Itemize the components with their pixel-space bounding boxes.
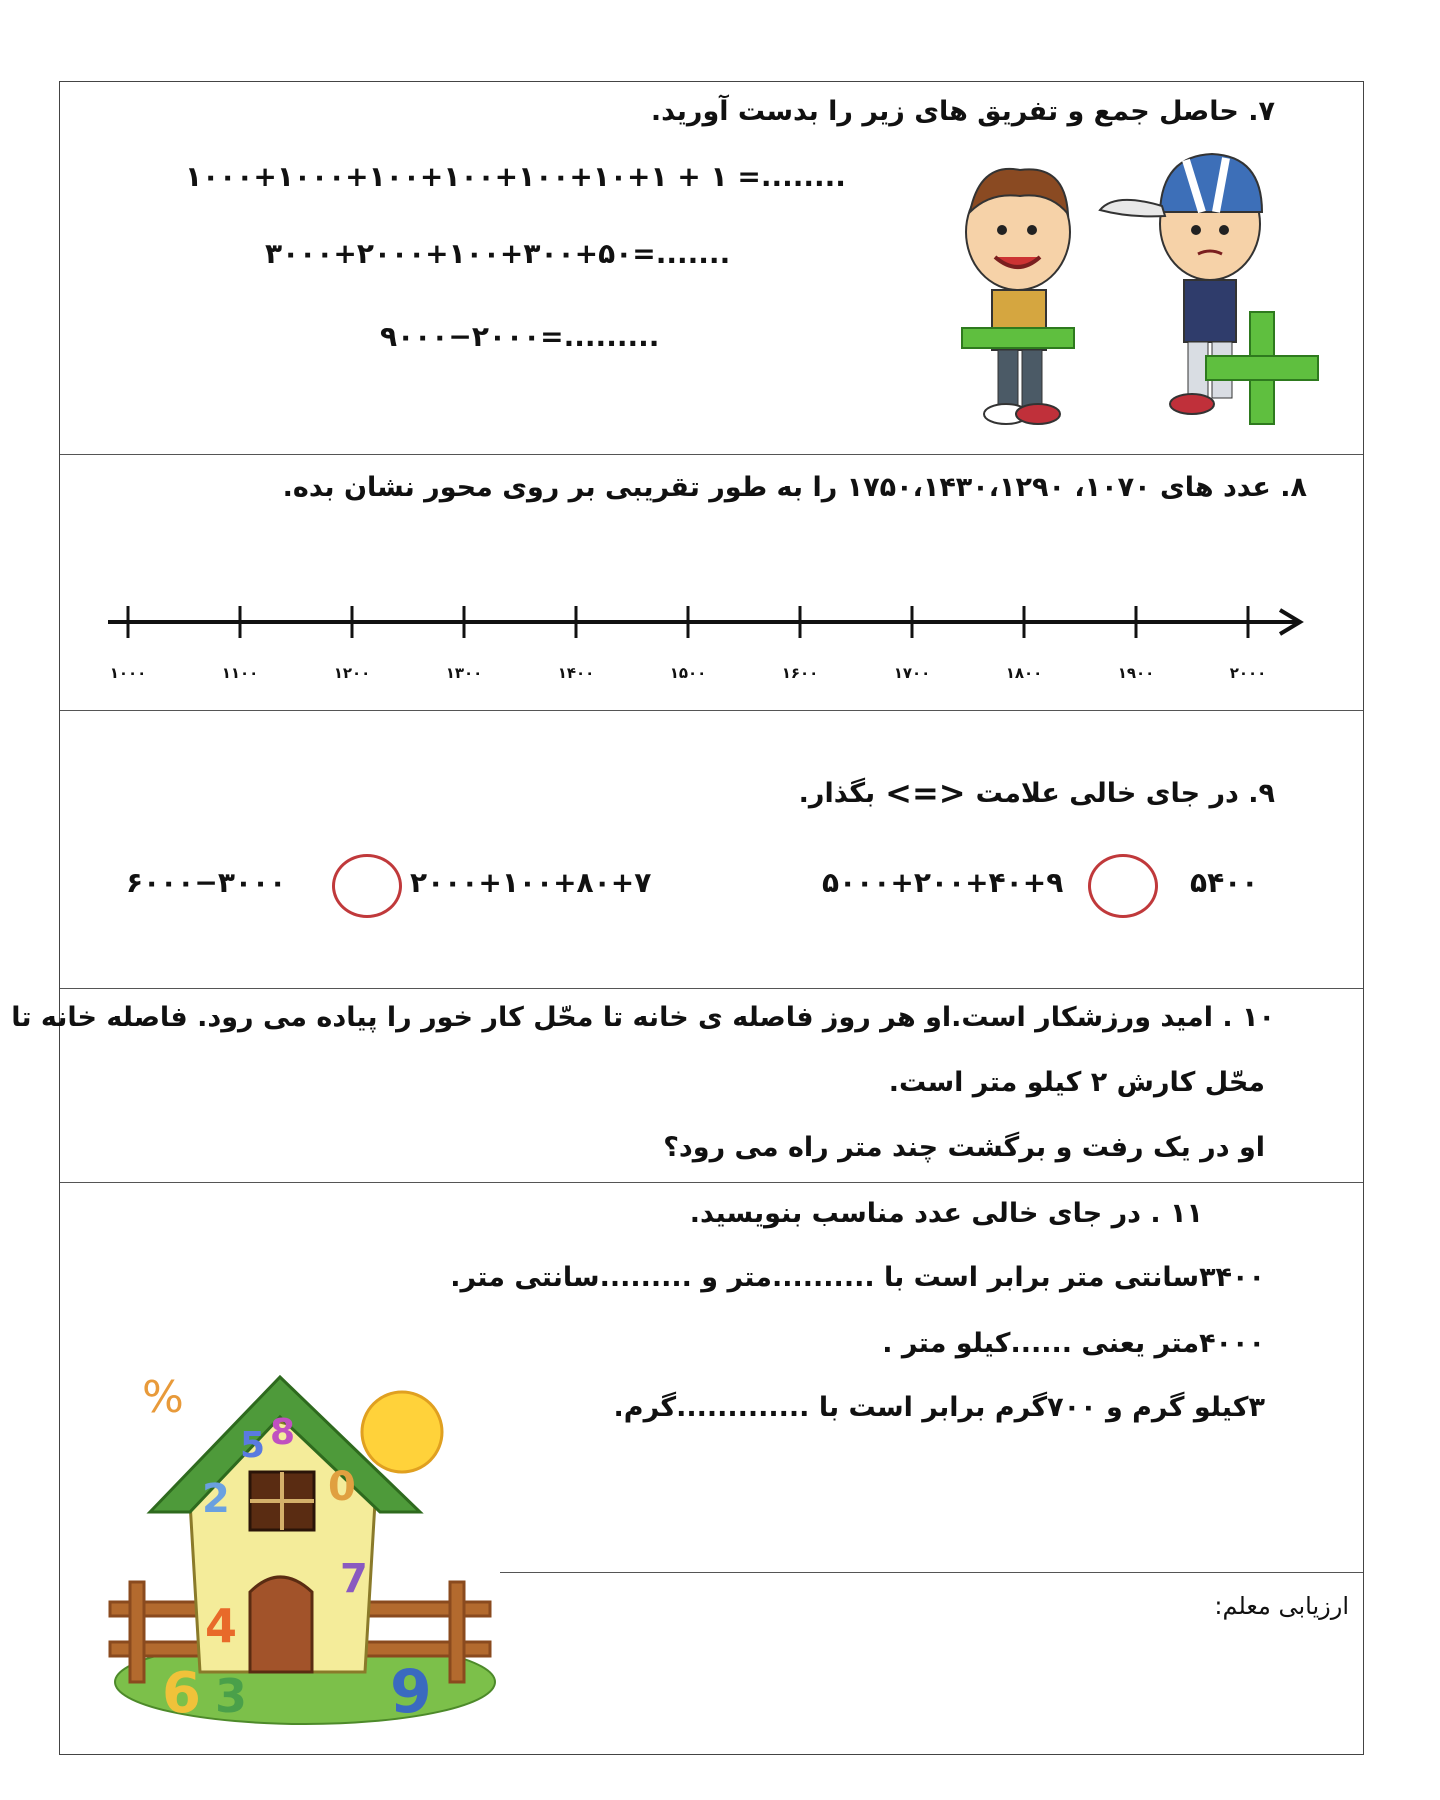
number-house-illustration [90,1322,510,1732]
svg-text:9: 9 [390,1657,432,1727]
section-divider [60,454,1363,455]
number-line-tick-label: ۱۴۰۰ [557,664,595,682]
q9-symbols: <=> [885,774,966,812]
q9-right-lhs: ۵۰۰۰+۲۰۰+۴۰+۹ [822,866,1064,899]
number-line-tick-label: ۱۰۰۰ [109,664,147,682]
q10-line1: ۱۰ . امید ورزشکار است.او هر روز فاصله ی خانه تا محّل کار خور را پیاده می رود. فاصله خانه تا [11,1002,1275,1033]
q9-left-rhs: ۲۰۰۰+۱۰۰+۸۰+۷ [410,866,652,899]
q7-line2: ۳۰۰۰+۲۰۰۰+۱۰۰+۳۰۰+۵۰=....... [265,237,731,270]
q10-line3: او در یک رفت و برگشت چند متر راه می رود؟ [663,1132,1265,1163]
number-line-tick-label: ۱۶۰۰ [781,664,819,682]
boy-plus-figure [1100,154,1318,424]
svg-text:7: 7 [340,1556,368,1602]
section-divider [60,710,1363,711]
number-line-tick-label: ۱۹۰۰ [1117,664,1155,682]
q10-line2: محّل کارش ۲ کیلو متر است. [888,1067,1265,1098]
number-line-tick-label: ۱۳۰۰ [445,664,483,682]
comparison-blank-right[interactable] [1088,854,1158,918]
svg-text:0: 0 [328,1464,356,1510]
number-line-tick-label: ۱۲۰۰ [333,664,371,682]
sun-icon [362,1392,442,1472]
number-line-tick-label: ۱۸۰۰ [1005,664,1043,682]
minus-sign-icon [962,328,1074,348]
number-line [100,592,1340,652]
boy-minus-figure [962,169,1074,424]
comparison-blank-left[interactable] [332,854,402,918]
two-boys-illustration [940,152,1360,432]
number-line-tick-label: ۱۵۰۰ [669,664,707,682]
svg-text:6: 6 [162,1661,201,1726]
svg-text:8: 8 [270,1412,296,1453]
svg-text:4: 4 [205,1599,238,1653]
number-line-tick-label: ۱۷۰۰ [893,664,931,682]
q11-line1: ۳۴۰۰سانتی متر برابر است با ..........متر و .........سانتی متر. [450,1262,1265,1293]
number-line-tick-label: ۲۰۰۰ [1229,664,1267,682]
teacher-evaluation-label: ارزیابی معلم: [1214,1592,1349,1620]
q7-title: ۷. حاصل جمع و تفریق های زیر را بدست آورید. [650,96,1275,127]
q9-left-lhs: ۶۰۰۰−۳۰۰۰ [126,866,287,899]
q7-line3: ۹۰۰۰−۲۰۰۰=......... [380,320,660,353]
section-divider [60,1182,1363,1183]
section-divider [500,1572,1363,1573]
number-line-tick-label: ۱۱۰۰ [221,664,259,682]
svg-text:3: 3 [215,1669,248,1723]
svg-text:%: % [142,1372,184,1423]
worksheet [11,81,1364,1755]
q11-line2: ۴۰۰۰متر یعنی ......کیلو متر . [882,1328,1265,1359]
q7-line1: ۱۰۰۰+۱۰۰۰+۱۰۰+۱۰۰+۱۰۰+۱۰+۱ + ۱ =........ [185,160,846,193]
q11-line3: ۳کیلو گرم و ۷۰۰گرم برابر است با .............گرم. [613,1392,1265,1423]
q9-title-end: بگذار. [798,777,876,809]
svg-text:5: 5 [240,1425,266,1466]
q11-title: ۱۱ . در جای خالی عدد مناسب بنویسید. [689,1198,1203,1229]
svg-text:2: 2 [202,1476,230,1522]
q9-title [799,774,1275,812]
q9-title-text: ۹. در جای خالی علامت [975,777,1275,809]
q8-title: ۸. عدد های ۱۰۷۰، ۱۷۵۰،۱۴۳۰،۱۲۹۰ را به طور تقریبی بر روی محور نشان بده. [282,472,1307,503]
section-divider [60,988,1363,989]
q9-right-rhs: ۵۴۰۰ [1190,866,1259,899]
